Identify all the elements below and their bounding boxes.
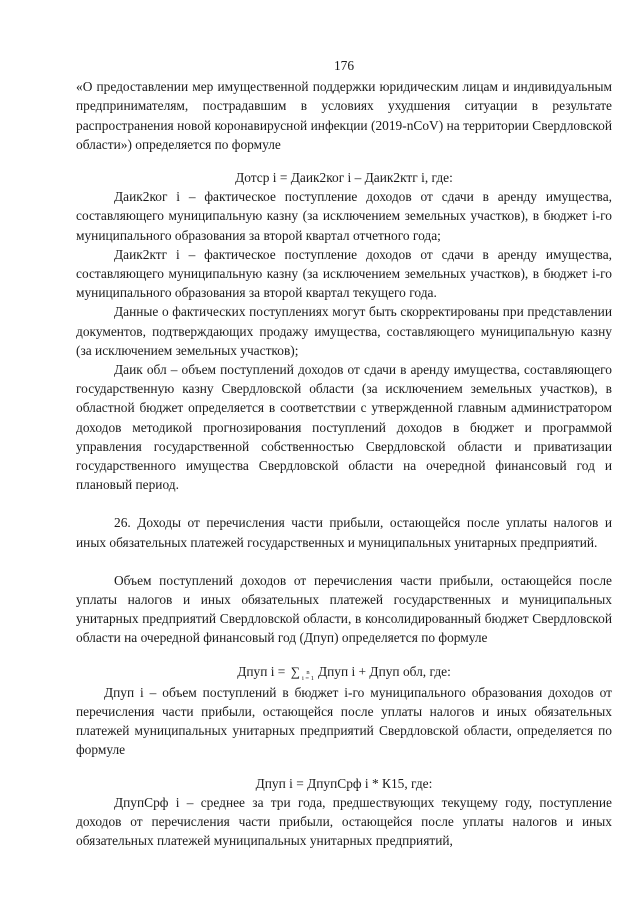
formula-dpup-i: Дпуп i = ДпупСрф i * К15, где: xyxy=(255,775,433,791)
paragraph-daik2ktg: Даик2ктг i – фактическое поступление доходов от сдачи в аренду имущества, составляющего муниципальную казну (за исключением земельных участков), в бюджет i-го муниципального образования за второй квартал текущего года. xyxy=(76,246,612,301)
sum-sign-icon: ∑ xyxy=(290,663,300,679)
paragraph-correction-note: Данные о фактических поступлениях могут быть скорректированы при представлении документов, подтверждающих продажу имущества, составляющего муниципальную казну (за исключением земельных участков); xyxy=(76,304,612,358)
sum-lower-limit: i = 1 xyxy=(301,675,314,683)
paragraph-daik-obl: Даик обл – объем поступлений доходов от сдачи в аренду имущества, составляющего государственную казну Свердловской области (за исключением земельных участков), в областной бюджет определяется в соответствии с утвержденной главным администратором доходов методикой прогнозирования поступлений доходов в бюджет и программой управления государственной собственностью Свердловской области и приватизации государственного имущества Свердловской области на очередной финансовый год и плановый период. xyxy=(76,362,612,493)
formula-right: Дпуп i + Дпуп обл, где: xyxy=(317,663,451,679)
document-page xyxy=(76,56,612,850)
sum-limits xyxy=(302,670,314,683)
paragraph-daik2kog: Даик2ког i – фактическое поступление доходов от сдачи в аренду имущества, составляющего муниципальную казну (за исключением земельных участков), в бюджет i-го муниципального образования за второй квартал отчетного года; xyxy=(76,189,612,243)
sum-upper-limit: n xyxy=(306,668,310,676)
formula-left: Дпуп i = xyxy=(237,663,289,679)
page-number: 176 xyxy=(333,58,355,73)
formula-dotsr: Дотср i = Даик2ког i – Даик2ктг i, где: xyxy=(235,170,453,186)
paragraph-continuation: «О предоставлении мер имущественной поддержки юридическим лицам и индивидуальным предпринимателям, пострадавшим в условиях ухудшения ситуации в результате распространения новой коронавирусной инфекции (2019-nCoV) на территории Свердловской области») определяется по формуле xyxy=(76,79,612,152)
paragraph-dpup-volume: Объем поступлений доходов от перечисления части прибыли, остающейся после уплаты налогов и иных обязательных платежей государственных и муниципальных унитарных предприятий Свердловской области, в консолидированный бюджет Свердловской области на очередной финансовый год (Дпуп) определяется по формуле xyxy=(76,572,612,646)
section-heading-26: 26. Доходы от перечисления части прибыли, остающейся после уплаты налогов и иных обязательных платежей государственных и муниципальных унитарных предприятий. xyxy=(76,515,612,550)
formula-dpup-sum xyxy=(76,662,612,683)
paragraph-dpup-i: Дпуп i – объем поступлений в бюджет i-го муниципального образования доходов от перечисления части прибыли, остающейся после уплаты налогов и иных обязательных платежей муниципальных унитарных предприятий Свердловской области, определяется по формуле xyxy=(76,684,612,758)
paragraph-dpupsrf: ДпупСрф i – среднее за три года, предшествующих текущему году, поступление доходов от перечисления части прибыли, остающейся после уплаты налогов и иных обязательных платежей муниципальных унитарных предприятий, xyxy=(76,794,612,849)
